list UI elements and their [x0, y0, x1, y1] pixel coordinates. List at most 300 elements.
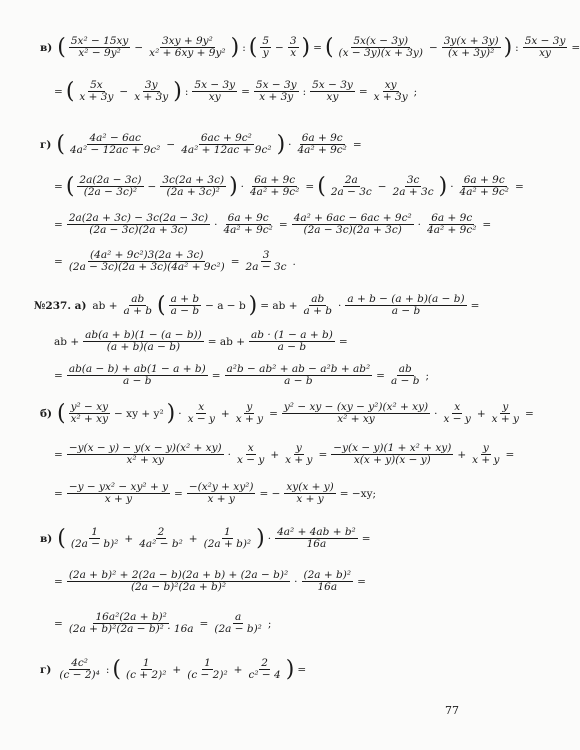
operator: = — [54, 448, 63, 461]
item-label: в) — [40, 41, 53, 54]
operator: · — [178, 407, 182, 420]
denominator: x + y — [207, 493, 235, 505]
denominator: xy — [208, 91, 221, 103]
parenthesis: ( — [57, 34, 66, 60]
parenthesis: ) — [248, 292, 258, 318]
equation-line — [52, 250, 469, 273]
fraction — [302, 294, 334, 317]
numerator: 1 — [224, 526, 231, 538]
fraction — [372, 80, 410, 103]
denominator: (2a − 3c)² — [83, 186, 138, 198]
parenthesis: ( — [65, 78, 75, 104]
numerator: a + b − (a + b)(a − b) — [347, 293, 465, 305]
numerator: 2a(2a − 3c) — [79, 174, 142, 186]
numerator: a²b − ab² + ab − a²b + ab² — [226, 363, 371, 375]
item-label: г) — [40, 663, 52, 676]
operator: = — [54, 255, 63, 268]
operator: = ab + — [260, 299, 298, 312]
numerator: 4a² − 6ac — [89, 132, 141, 144]
parenthesis: ( — [157, 292, 166, 318]
denominator: 4a² + 12ac + 9c² — [181, 144, 272, 156]
fraction — [234, 402, 265, 425]
denominator: 2a − 3c — [245, 261, 287, 273]
fraction — [254, 80, 299, 103]
fraction — [302, 570, 354, 593]
numerator: 3y — [144, 79, 158, 91]
numerator: 3 — [262, 249, 270, 261]
numerator: 5x − 3y — [255, 79, 297, 91]
operator: = — [54, 487, 63, 500]
parenthesis: ( — [317, 173, 326, 199]
numerator: y — [246, 401, 253, 413]
operator: = — [514, 180, 524, 193]
fraction — [292, 213, 414, 236]
numerator: 2 — [157, 526, 165, 538]
fraction — [260, 36, 271, 59]
fraction — [132, 80, 170, 103]
denominator: (2a − b)² — [70, 538, 119, 550]
denominator: x + y — [104, 493, 133, 505]
numerator: 6ac + 9c² — [200, 132, 252, 144]
operator: · — [434, 407, 438, 420]
numerator: 1 — [91, 526, 98, 538]
operator: · — [240, 180, 244, 193]
numerator: 5x − 3y — [194, 79, 236, 91]
fraction — [68, 133, 162, 156]
operator: . — [292, 255, 296, 268]
fraction — [329, 175, 374, 198]
fraction — [282, 402, 430, 425]
fraction — [389, 364, 421, 387]
operator: − — [119, 85, 129, 98]
numerator: 16a²(2a + b)² — [95, 611, 167, 623]
item-label: №237. а) — [34, 299, 87, 312]
fraction — [67, 364, 208, 387]
numerator: −y − yx² − xy² + y — [68, 481, 169, 493]
operator: + — [233, 663, 243, 676]
denominator: x + 3y — [79, 91, 114, 103]
denominator: (c − 2)² — [187, 669, 228, 681]
numerator: 5x(x − 3y) — [353, 35, 409, 47]
operator: ; — [267, 617, 272, 630]
fraction — [246, 658, 282, 681]
denominator: c² − 4 — [248, 669, 281, 681]
operator: · — [338, 299, 342, 312]
operator: = — [524, 407, 534, 420]
operator: = — [278, 218, 288, 231]
parenthesis: ) — [229, 173, 238, 199]
fraction — [67, 443, 224, 466]
operator: + — [220, 407, 230, 420]
operator: = — [470, 299, 480, 312]
operator: · — [288, 138, 292, 151]
item-label: в) — [40, 532, 53, 545]
item-label: г) — [40, 138, 52, 151]
numerator: 5x − 3y — [524, 35, 566, 47]
parenthesis: ( — [65, 173, 75, 199]
fraction — [225, 364, 373, 387]
fraction — [244, 250, 289, 273]
operator: = — [318, 448, 328, 461]
numerator: a + b — [170, 293, 200, 305]
equation-line — [52, 570, 469, 593]
fraction — [248, 175, 301, 198]
numerator: ab(a + b)(1 − (a − b)) — [85, 329, 202, 341]
operator: = — [376, 369, 385, 382]
equation-line — [52, 442, 515, 466]
denominator: x² + 6xy + 9y² — [149, 47, 226, 59]
fraction — [185, 658, 229, 681]
denominator: 2a + 3c — [392, 186, 434, 198]
denominator: (2a − 3c)(2a + 3c) — [89, 224, 188, 236]
equation-line — [52, 482, 469, 505]
operator: = — [358, 85, 368, 98]
denominator: 2a − 3c — [330, 186, 372, 198]
parenthesis: ) — [166, 400, 176, 426]
denominator: x + 3y — [373, 91, 408, 103]
operator: = — [241, 85, 250, 98]
numerator: (4a² + 9c²)3(2a + 3c) — [90, 249, 204, 261]
denominator: 4a² − b² — [139, 538, 183, 550]
numerator: 5x² − 15xy — [70, 35, 129, 47]
denominator: 16a — [317, 581, 338, 593]
denominator: x − y — [443, 413, 471, 425]
operator: − — [377, 180, 387, 193]
operator: = — [338, 335, 348, 348]
operator: · — [227, 448, 231, 461]
denominator: 4a² + 9c² — [427, 224, 477, 236]
fraction — [235, 443, 266, 466]
expression-text: ab + — [92, 299, 118, 312]
operator: + — [270, 448, 280, 461]
equation-line — [52, 364, 469, 387]
operator: = — [54, 575, 63, 588]
fraction — [77, 175, 143, 198]
denominator: xy — [539, 47, 551, 59]
fraction — [283, 443, 314, 466]
equation-line — [40, 527, 469, 550]
item-label: б) — [40, 407, 52, 420]
numerator: 6a + 9c — [463, 174, 505, 186]
operator: + — [476, 407, 486, 420]
equation-line — [40, 658, 469, 681]
numerator: 4a² + 6ac − 6ac + 9c² — [293, 212, 412, 224]
fraction — [288, 36, 299, 59]
parenthesis: ( — [248, 34, 258, 60]
operator: = — [54, 218, 63, 231]
denominator: (2a − b)² — [214, 623, 262, 635]
operator: + — [457, 448, 467, 461]
numerator: 3y(x + 3y) — [443, 35, 499, 47]
fraction — [57, 658, 101, 681]
denominator: (2a − 3c)(2a + 3c)(4a² + 9c²) — [68, 261, 225, 273]
fraction — [192, 80, 237, 103]
denominator: x² + xy — [126, 454, 164, 466]
operator: : — [242, 41, 246, 54]
operator: · — [267, 532, 272, 545]
fraction — [249, 330, 335, 353]
equation-line — [34, 292, 480, 318]
numerator: −y(x − y)(1 + x² + xy) — [333, 442, 452, 454]
operator: = — [54, 369, 63, 382]
operator: : — [105, 663, 110, 676]
denominator: x(x + y)(x − y) — [353, 454, 431, 466]
fraction — [67, 570, 290, 593]
denominator: x — [290, 47, 297, 59]
fraction — [425, 213, 478, 236]
fraction — [83, 330, 204, 353]
denominator: (2a + b)²(2a − b)² · 16a — [68, 623, 194, 635]
fraction — [331, 443, 453, 466]
operator: · — [214, 218, 218, 231]
denominator: 4a² − 12ac + 9c² — [70, 144, 161, 156]
numerator: 6a + 9c — [227, 212, 269, 224]
parenthesis: ( — [56, 131, 65, 157]
fraction — [187, 482, 256, 505]
denominator: 4a² + 9c² — [459, 186, 509, 198]
numerator: y — [295, 442, 302, 454]
fraction — [275, 527, 358, 550]
numerator: y — [482, 442, 489, 454]
denominator: 4a² + 9c² — [223, 224, 273, 236]
fraction — [77, 80, 115, 103]
fraction — [179, 133, 273, 156]
denominator: a − b — [390, 375, 420, 387]
operator: : — [302, 85, 307, 98]
fraction — [391, 175, 436, 198]
numerator: y² − xy — [70, 401, 109, 413]
fraction — [186, 402, 217, 425]
denominator: a − b — [277, 341, 307, 353]
fraction — [296, 133, 349, 156]
numerator: 3c — [406, 174, 420, 186]
numerator: ab — [311, 293, 325, 305]
operator: · — [417, 218, 422, 231]
parenthesis: ) — [301, 34, 311, 60]
denominator: y — [262, 47, 269, 59]
operator: · — [294, 575, 298, 588]
operator: − xy + y² — [114, 407, 164, 420]
parenthesis: ( — [324, 34, 334, 60]
equation-line — [40, 400, 534, 426]
fraction — [137, 527, 185, 550]
parenthesis: ( — [57, 525, 66, 551]
numerator: 5x — [90, 79, 103, 91]
parenthesis: ) — [276, 131, 286, 157]
numerator: 4a² + 4ab + b² — [277, 526, 356, 538]
fraction — [458, 175, 511, 198]
denominator: (x + 3y)² — [447, 47, 495, 59]
operator: : — [515, 41, 519, 54]
numerator: 5x − 3y — [312, 79, 353, 91]
numerator: 1 — [142, 657, 150, 669]
denominator: a + b — [123, 305, 153, 317]
operator: = — [505, 448, 515, 461]
numerator: 3xy + 9y² — [161, 35, 213, 47]
numerator: ab — [131, 293, 145, 305]
numerator: y² − xy − (xy − y²)(x² + xy) — [283, 401, 429, 413]
equation-line — [40, 133, 469, 156]
equation-line — [52, 612, 469, 635]
operator: = — [54, 180, 63, 193]
denominator: a − b — [391, 305, 421, 317]
equation-line — [52, 330, 469, 353]
equation-line — [40, 34, 580, 60]
operator: − — [428, 41, 438, 54]
denominator: (2a + 3c)² — [166, 186, 220, 198]
numerator: 1 — [204, 657, 211, 669]
operator: = — [305, 180, 315, 193]
denominator: 16a — [306, 538, 327, 550]
operator: = — [482, 218, 492, 231]
fraction — [202, 527, 254, 550]
operator: · — [450, 180, 454, 193]
parenthesis: ( — [56, 400, 66, 426]
fraction — [212, 612, 264, 635]
denominator: x² + xy — [70, 413, 109, 425]
fraction — [345, 294, 466, 317]
numerator: ab · (1 − a + b) — [251, 329, 333, 341]
denominator: (2a − b)²(2a + b)² — [130, 581, 227, 593]
denominator: a − b — [284, 375, 313, 387]
numerator: a — [234, 611, 242, 623]
fraction — [523, 36, 568, 59]
operator: = — [211, 369, 221, 382]
numerator: 6a + 9c — [431, 212, 473, 224]
numerator: x — [247, 442, 254, 454]
operator: = ab + — [207, 335, 246, 348]
numerator: 2 — [261, 657, 268, 669]
parenthesis: ) — [438, 173, 448, 199]
equation-line — [52, 212, 492, 236]
denominator: (2a + b)² — [203, 538, 252, 550]
equation-line — [52, 173, 524, 199]
denominator: x + 3y — [134, 91, 169, 103]
operator: = — [54, 85, 63, 98]
denominator: 4a² + 9c² — [297, 144, 347, 156]
operator: + — [124, 532, 134, 545]
fraction — [69, 527, 121, 550]
operator: : — [184, 85, 189, 98]
fraction — [221, 213, 274, 236]
page-number: 77 — [445, 704, 459, 717]
fraction — [284, 482, 335, 505]
fraction — [337, 36, 425, 59]
numerator: xy — [384, 79, 397, 91]
operator: + — [188, 532, 198, 545]
denominator: x − y — [236, 454, 265, 466]
fraction — [169, 294, 201, 317]
denominator: x − y — [187, 413, 215, 425]
expression-text: ab + — [54, 335, 80, 348]
fraction — [69, 36, 131, 59]
operator: = — [357, 575, 366, 588]
denominator: x + y — [296, 493, 324, 505]
numerator: 3c(2a + 3c) — [162, 174, 225, 186]
numerator: 6a + 9c — [254, 174, 296, 186]
numerator: (2a + b)² + 2(2a − b)(2a + b) + (2a − b)² — [68, 569, 289, 581]
numerator: 5 — [262, 35, 270, 47]
operator: = — [174, 487, 183, 500]
operator: − — [275, 41, 284, 54]
operator: + — [172, 663, 182, 676]
operator: − — [134, 41, 144, 54]
numerator: (2a + b)² — [303, 569, 352, 581]
fraction — [67, 612, 196, 635]
numerator: y — [502, 401, 509, 413]
parenthesis: ) — [230, 34, 240, 60]
fraction — [124, 658, 168, 681]
operator: = — [297, 663, 307, 676]
operator: = − — [259, 487, 281, 500]
denominator: x + y — [235, 413, 264, 425]
numerator: 4c² — [71, 657, 89, 669]
denominator: a + b — [303, 305, 332, 317]
operator: = — [230, 255, 240, 268]
numerator: −(x²y + xy²) — [188, 481, 254, 493]
operator: = — [54, 617, 63, 630]
fraction — [160, 175, 226, 198]
denominator: a − b — [123, 375, 152, 387]
numerator: 2a(2a + 3c) − 3c(2a − 3c) — [68, 212, 209, 224]
fraction — [470, 443, 501, 466]
fraction — [122, 294, 154, 317]
parenthesis: ) — [173, 78, 182, 104]
fraction — [67, 482, 170, 505]
denominator: x² + xy — [337, 413, 375, 425]
parenthesis: ) — [285, 656, 295, 682]
fraction — [310, 80, 355, 103]
operator: − — [166, 138, 176, 151]
denominator: x² − 9y² — [78, 47, 121, 59]
denominator: (x − 3y)(x + 3y) — [338, 47, 423, 59]
numerator: 6a + 9c — [301, 132, 343, 144]
operator: = — [313, 41, 322, 54]
numerator: 2a — [344, 174, 358, 186]
numerator: ab(a − b) + ab(1 − a + b) — [68, 363, 206, 375]
operator: ; — [425, 369, 429, 382]
denominator: xy — [326, 91, 339, 103]
fraction — [441, 402, 472, 425]
parenthesis: ( — [112, 656, 121, 682]
operator: = — [269, 407, 278, 420]
fraction — [490, 402, 521, 425]
operator: = — [199, 617, 209, 630]
denominator: x + y — [285, 454, 313, 466]
numerator: xy(x + y) — [286, 481, 334, 493]
parenthesis: ) — [256, 525, 265, 551]
operator: ; — [413, 85, 418, 98]
operator: = −xy; — [339, 487, 377, 500]
denominator: (c + 2)² — [125, 669, 167, 681]
operator: = — [361, 532, 371, 545]
numerator: ab — [398, 363, 412, 375]
denominator: (c − 2)⁴ — [59, 669, 100, 681]
numerator: x — [454, 401, 461, 413]
fraction — [442, 36, 501, 59]
numerator: 3 — [289, 35, 297, 47]
numerator: x — [198, 401, 205, 413]
operator: − a − b — [205, 299, 246, 312]
denominator: a − b — [170, 305, 200, 317]
denominator: x + y — [472, 454, 500, 466]
equation-line — [52, 80, 469, 103]
operator: = — [571, 41, 580, 54]
fraction — [147, 36, 227, 59]
operator: = — [352, 138, 362, 151]
operator: − — [147, 180, 157, 193]
denominator: x + 3y — [259, 91, 294, 103]
